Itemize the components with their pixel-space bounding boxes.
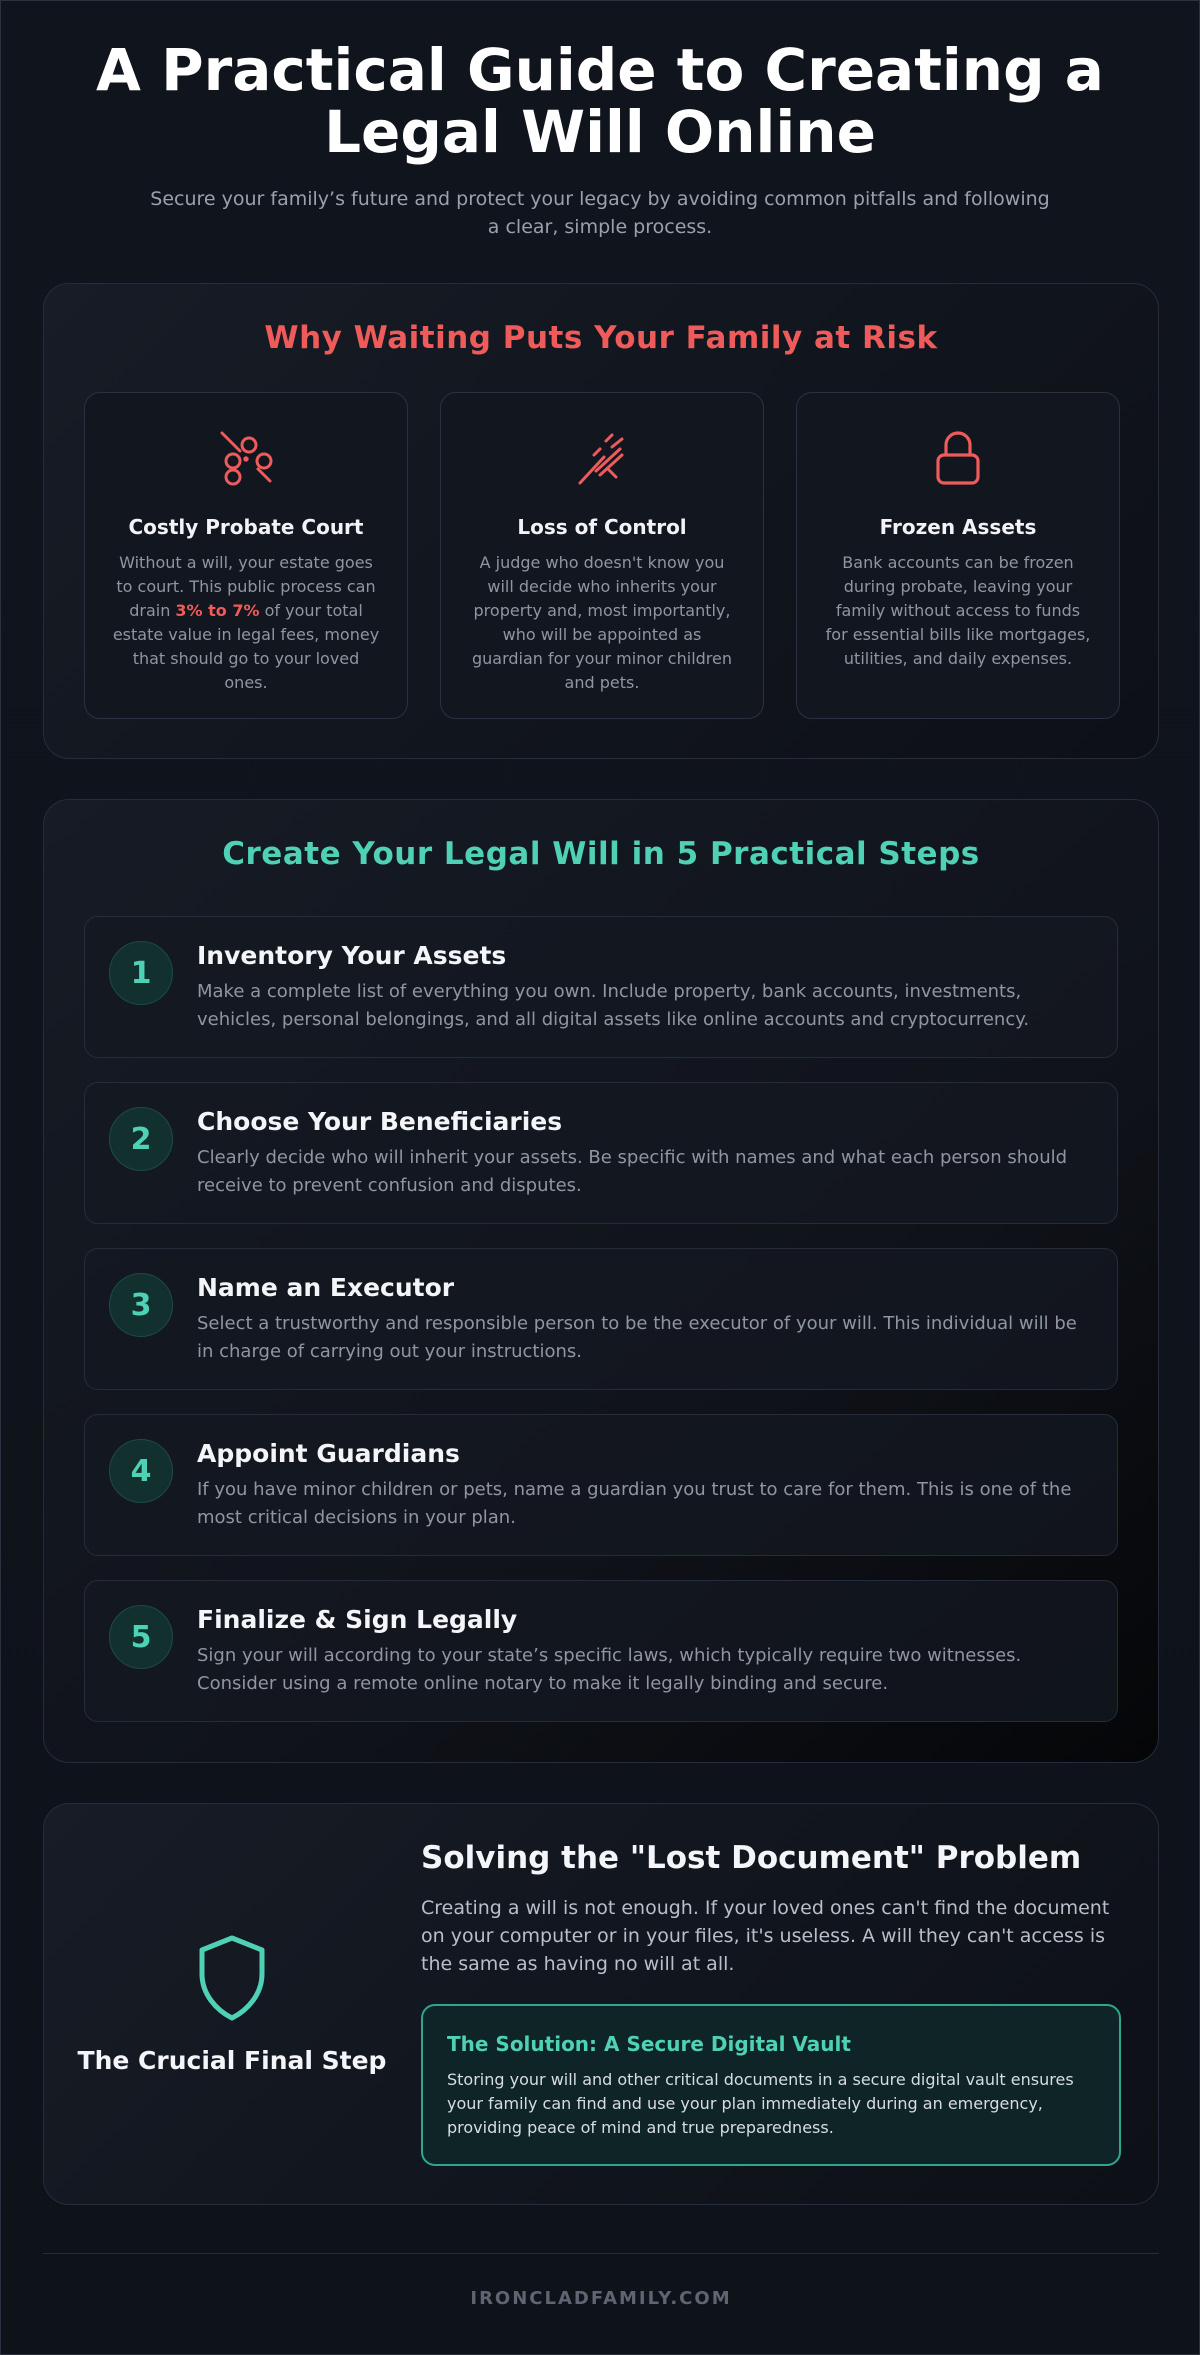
step-text: Sign your will according to your state’s specific laws, which typically require two witnesses. Consider using a remote online notary to make it legally binding and secure. [197, 1645, 1022, 1694]
step-text: Select a trustworthy and responsible person to be the executor of your will. This individual will be in charge of carrying out your instructions. [197, 1313, 1077, 1362]
step-title: Appoint Guardians [197, 1439, 460, 1468]
footer-divider [43, 2253, 1159, 2254]
step-item [84, 1580, 1118, 1722]
step-text: Make a complete list of everything you own. Include property, bank accounts, investments, vehicles, personal belongings, and all digital assets like online accounts and cryptocurrency. [197, 981, 1030, 1030]
step-title: Name an Executor [197, 1273, 455, 1302]
final-step-label-block [44, 1804, 420, 2204]
scissors-icon [111, 425, 381, 489]
risk-card-title: Frozen Assets [879, 515, 1037, 539]
step-title: Finalize & Sign Legally [197, 1605, 518, 1634]
step-text: Clearly decide who will inherit your assets. Be specific with names and what each person should receive to prevent confusion and disputes. [197, 1147, 1068, 1196]
step-text: If you have minor children or pets, name a guardian you trust to care for them. This is one of the most critical decisions in your plan. [197, 1479, 1072, 1528]
step-body [197, 1107, 1087, 1200]
step-number-badge: 2 [109, 1107, 173, 1171]
final-step-section [43, 1803, 1159, 2205]
risk-text-part: of your total estate value in legal fees, money that should go to your loved ones. [112, 601, 380, 692]
final-step-title: Solving the "Lost Document" Problem [421, 1840, 1082, 1876]
lock-icon [823, 425, 1093, 489]
step-item [84, 1082, 1118, 1224]
steps-list [84, 916, 1118, 1746]
risk-section [43, 283, 1159, 759]
hero [1, 1, 1199, 241]
solution-text: Storing your will and other critical documents in a secure digital vault ensures your family can find and use your plan immediately during an emergency, providing peace of mind and true preparedness. [447, 2070, 1074, 2137]
steps-section [43, 799, 1159, 1763]
page-title: A Practical Guide to Creating a Legal Will Online [96, 36, 1104, 166]
footer-brand: IRONCLADFAMILY.COM [470, 2288, 732, 2309]
risk-card-frozen [796, 392, 1120, 719]
final-step-text: Creating a will is not enough. If your loved ones can't find the document on your computer or in your files, it's useless. A will they can't access is the same as having no will at all. [421, 1897, 1110, 1975]
solution-box [421, 2004, 1121, 2166]
step-title: Choose Your Beneficiaries [197, 1107, 563, 1136]
risk-card-probate [84, 392, 408, 719]
risk-section-title: Why Waiting Puts Your Family at Risk [264, 320, 938, 356]
final-step-content [421, 1840, 1121, 2166]
risk-card-text: A judge who doesn't know you will decide who inherits your property and, most importantly, who will be appointed as guardian for your minor children and pets. [472, 553, 732, 692]
risk-grid [84, 392, 1120, 719]
risk-card-control [440, 392, 764, 719]
gavel-icon [467, 425, 737, 489]
risk-card-text [111, 551, 381, 695]
steps-section-title: Create Your Legal Will in 5 Practical Steps [222, 836, 980, 872]
step-body [197, 1605, 1087, 1698]
step-number-badge: 5 [109, 1605, 173, 1669]
step-body [197, 1273, 1087, 1366]
step-number-badge: 3 [109, 1273, 173, 1337]
step-item [84, 1248, 1118, 1390]
risk-card-title: Loss of Control [517, 515, 687, 539]
risk-card-title: Costly Probate Court [128, 515, 364, 539]
final-step-label: The Crucial Final Step [77, 2045, 387, 2075]
step-item [84, 916, 1118, 1058]
solution-title: The Solution: A Secure Digital Vault [447, 2032, 851, 2056]
step-item [84, 1414, 1118, 1556]
shield-icon [196, 1934, 268, 2026]
step-number-badge: 4 [109, 1439, 173, 1503]
step-title: Inventory Your Assets [197, 941, 507, 970]
step-body [197, 1439, 1087, 1532]
step-number-badge: 1 [109, 941, 173, 1005]
risk-card-text: Bank accounts can be frozen during probate, leaving your family without access to funds for essential bills like mortgages, utilities, and daily expenses. [825, 553, 1091, 668]
risk-text-part: Without a will, your estate goes to court. This public process can drain [116, 553, 376, 620]
probate-fee-highlight: 3% to 7% [175, 601, 260, 620]
step-body [197, 941, 1087, 1034]
page-subtitle: Secure your family’s future and protect your legacy by avoiding common pitfalls and following a clear, simple process. [150, 188, 1050, 238]
